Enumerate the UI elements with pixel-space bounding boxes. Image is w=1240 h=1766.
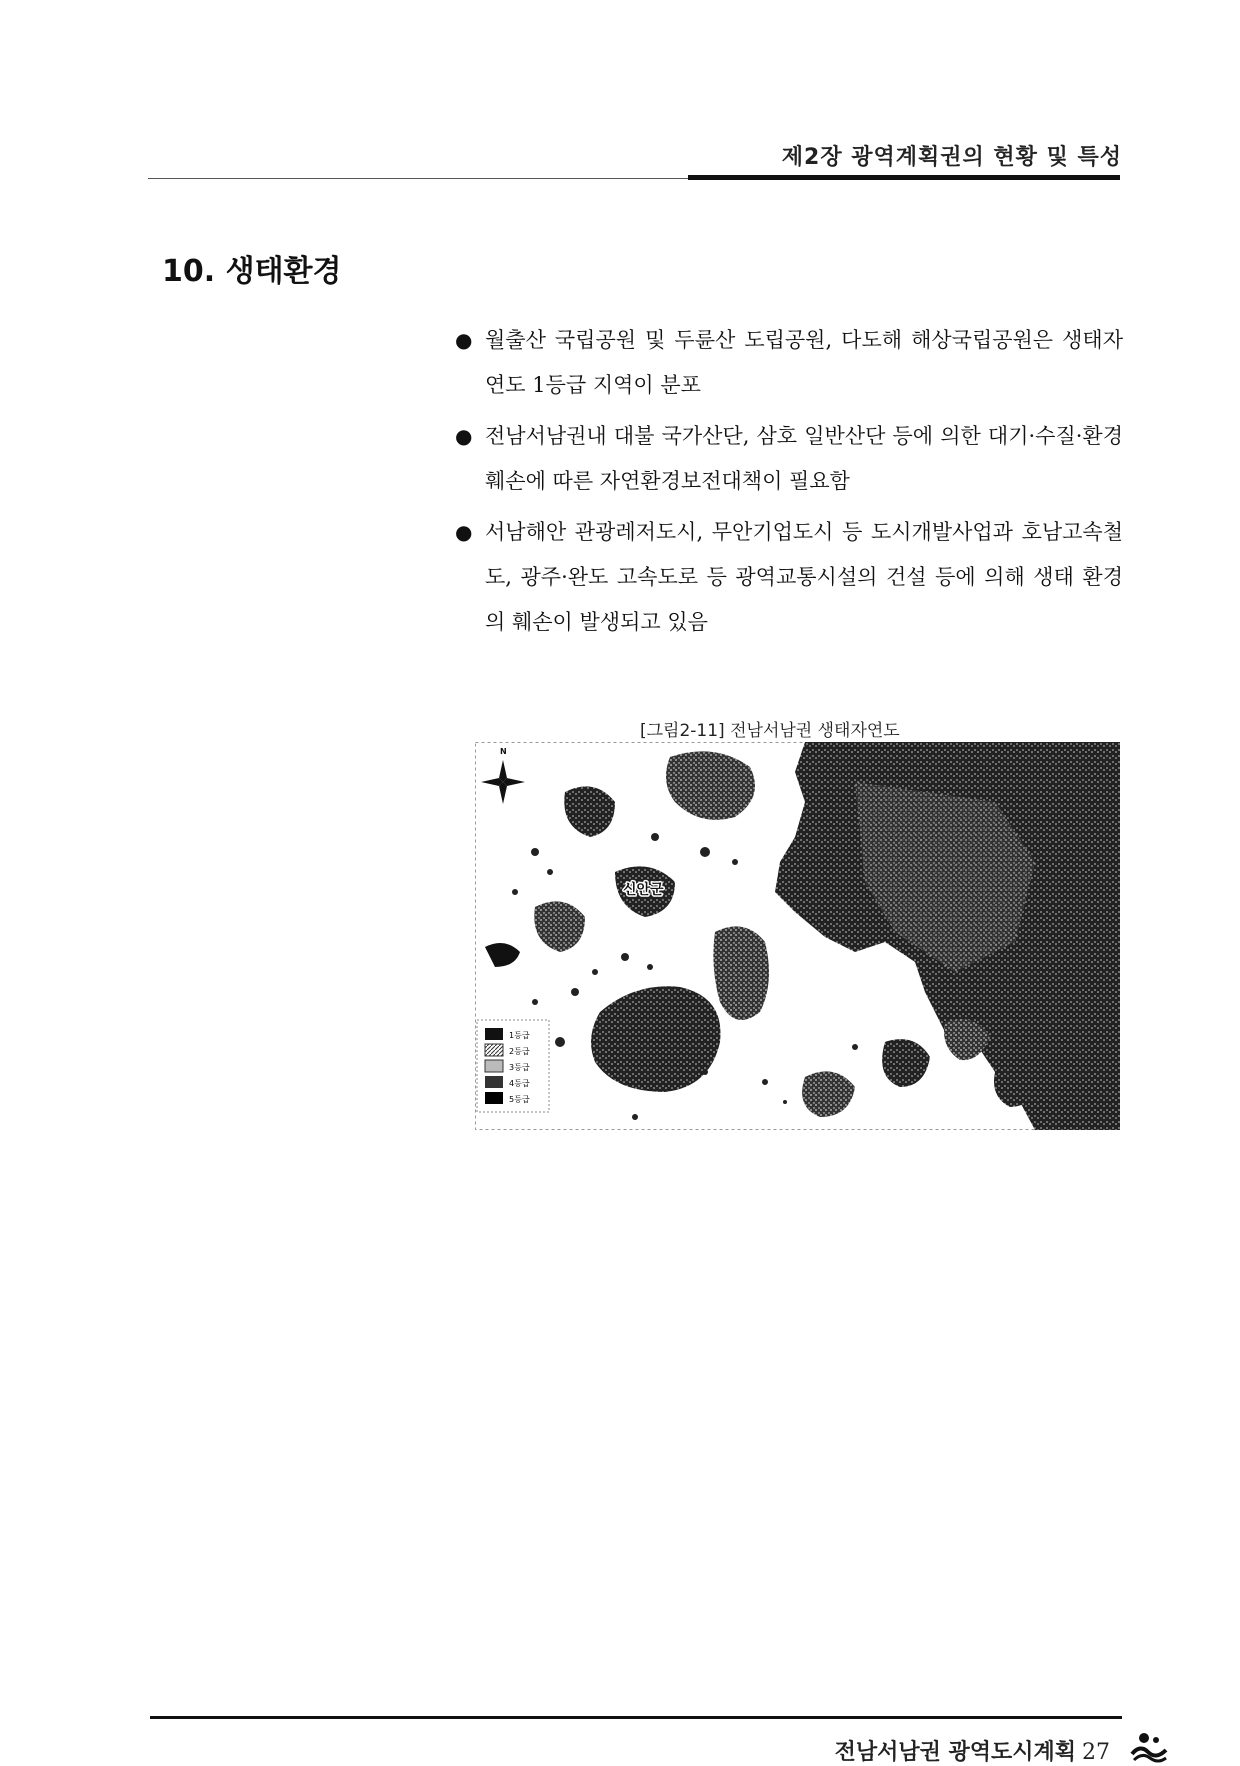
header-rule-thin — [148, 178, 688, 179]
legend-label: 5등급 — [509, 1095, 530, 1104]
bullet-dot: ● — [455, 424, 473, 448]
wave-logo-icon — [1128, 1728, 1170, 1764]
bullet-text: 전남서남권내 대불 국가산단, 삼호 일반산단 등에 의한 대기·수질·환경훼손에 따른 자연환경보전대책이 필요함 — [485, 424, 1123, 493]
legend-swatch — [485, 1028, 503, 1040]
legend-label: 3등급 — [509, 1063, 530, 1072]
page-number: 27 — [1082, 1740, 1110, 1765]
ecological-map — [475, 742, 1120, 1130]
footer-rule — [150, 1716, 1122, 1719]
bullet-item — [455, 318, 1123, 408]
footer-title — [835, 1735, 1110, 1766]
north-label: N — [500, 747, 507, 756]
figure-caption: [그림2-11] 전남서남권 생태자연도 — [640, 721, 900, 741]
place-label: 신안군 — [623, 882, 664, 898]
legend-label: 2등급 — [509, 1047, 530, 1056]
bullet-item — [455, 414, 1123, 504]
legend-label: 4등급 — [509, 1079, 530, 1088]
header-rule-thick — [688, 175, 1120, 180]
footer-plan-title: 전남서남권 광역도시계획 — [834, 1740, 1076, 1765]
legend-swatch — [485, 1092, 503, 1104]
map-legend — [477, 1020, 549, 1112]
bullet-text: 월출산 국립공원 및 두륜산 도립공원, 다도해 해상국립공원은 생태자연도 1등급 지역이 분포 — [485, 328, 1123, 397]
bullet-dot: ● — [455, 328, 473, 352]
legend-swatch — [485, 1076, 503, 1088]
bullet-list — [455, 318, 1123, 651]
chapter-header: 제2장 광역계획권의 현황 및 특성 — [781, 145, 1122, 170]
legend-swatch — [485, 1060, 503, 1072]
section-title: 10. 생태환경 — [162, 254, 342, 289]
legend-swatch — [485, 1044, 503, 1056]
bullet-item — [455, 510, 1123, 645]
bullet-dot: ● — [455, 520, 473, 544]
legend-label: 1등급 — [509, 1031, 530, 1040]
bullet-text: 서남해안 관광레저도시, 무안기업도시 등 도시개발사업과 호남고속철도, 광주·완도 고속도로 등 광역교통시설의 건설 등에 의해 생태 환경의 훼손이 발생되고 있음 — [485, 520, 1123, 634]
